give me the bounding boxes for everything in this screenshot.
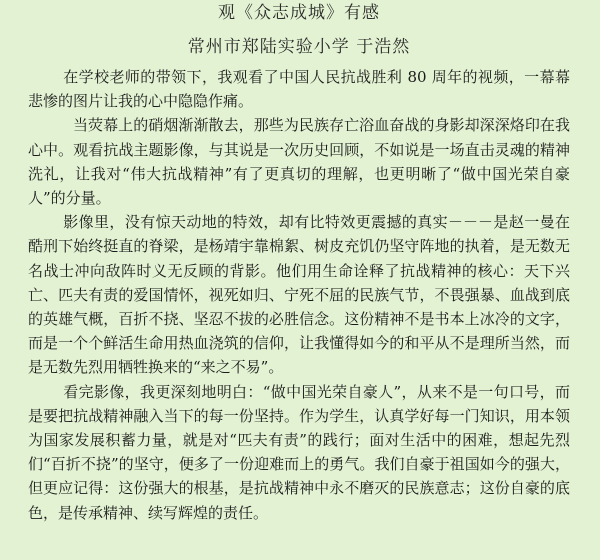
paragraph-reflection: 当荧幕上的硝烟渐渐散去，那些为民族存亡浴血奋战的身影却深深烙印在我心中。观看抗战主题影像，与其说是一次历史回顾，不如说是一场直击灵魂的精神洗礼，让我对“伟大抗战精神”有了更真切的理解，也更明晰了“做中国光荣自豪人”的分量。 — [28, 116, 570, 208]
article-page — [0, 2, 600, 560]
paragraph-heroes: 影像里，没有惊天动地的特效，却有比特效更震撼的真实－－－是赵一曼在酷刑下始终挺直的脊梁，是杨靖宇靠棉絮、树皮充饥仍坚守阵地的执着，是无数无名战士冲向敌阵时义无反顾的背影。他们用生命诠释了抗战精神的核心：天下兴亡、匹夫有责的爱国情怀，视死如归、宁死不屈的民族气节，不畏强暴、血战到底的英雄气概，百折不挠、坚忍不拔的必胜信念。这份精神不是书本上冰冷的文字，而是一个个鲜活生命用热血浇筑的信仰，让我懂得如今的和平从不是理所当然，而是无数先烈用牺牲换来的“来之不易”。 — [28, 213, 570, 377]
paragraph-conclusion: 看完影像，我更深刻地明白：“做中国光荣自豪人”，从来不是一句口号，而是要把抗战精神融入当下的每一份坚持。作为学生，认真学好每一门知识，用本领为国家发展积蓄力量，就是对“匹夫有责”的践行；面对生活中的困难，想起先烈们“百折不挠”的坚守，便多了一份迎难而上的勇气。我们自豪于祖国如今的强大，但更应记得：这份强大的根基，是抗战精神中永不磨灭的民族意志；这份自豪的底色，是传承精神、续写辉煌的责任。 — [28, 382, 570, 522]
article-byline: 常州市郑陆实验小学 于浩然 — [187, 37, 411, 57]
paragraph-intro: 在学校老师的带领下，我观看了中国人民抗战胜利 80 周年的视频，一幕幕悲惨的图片让我的心中隐隐作痛。 — [28, 68, 570, 111]
article-title: 观《众志成城》有感 — [218, 3, 380, 23]
